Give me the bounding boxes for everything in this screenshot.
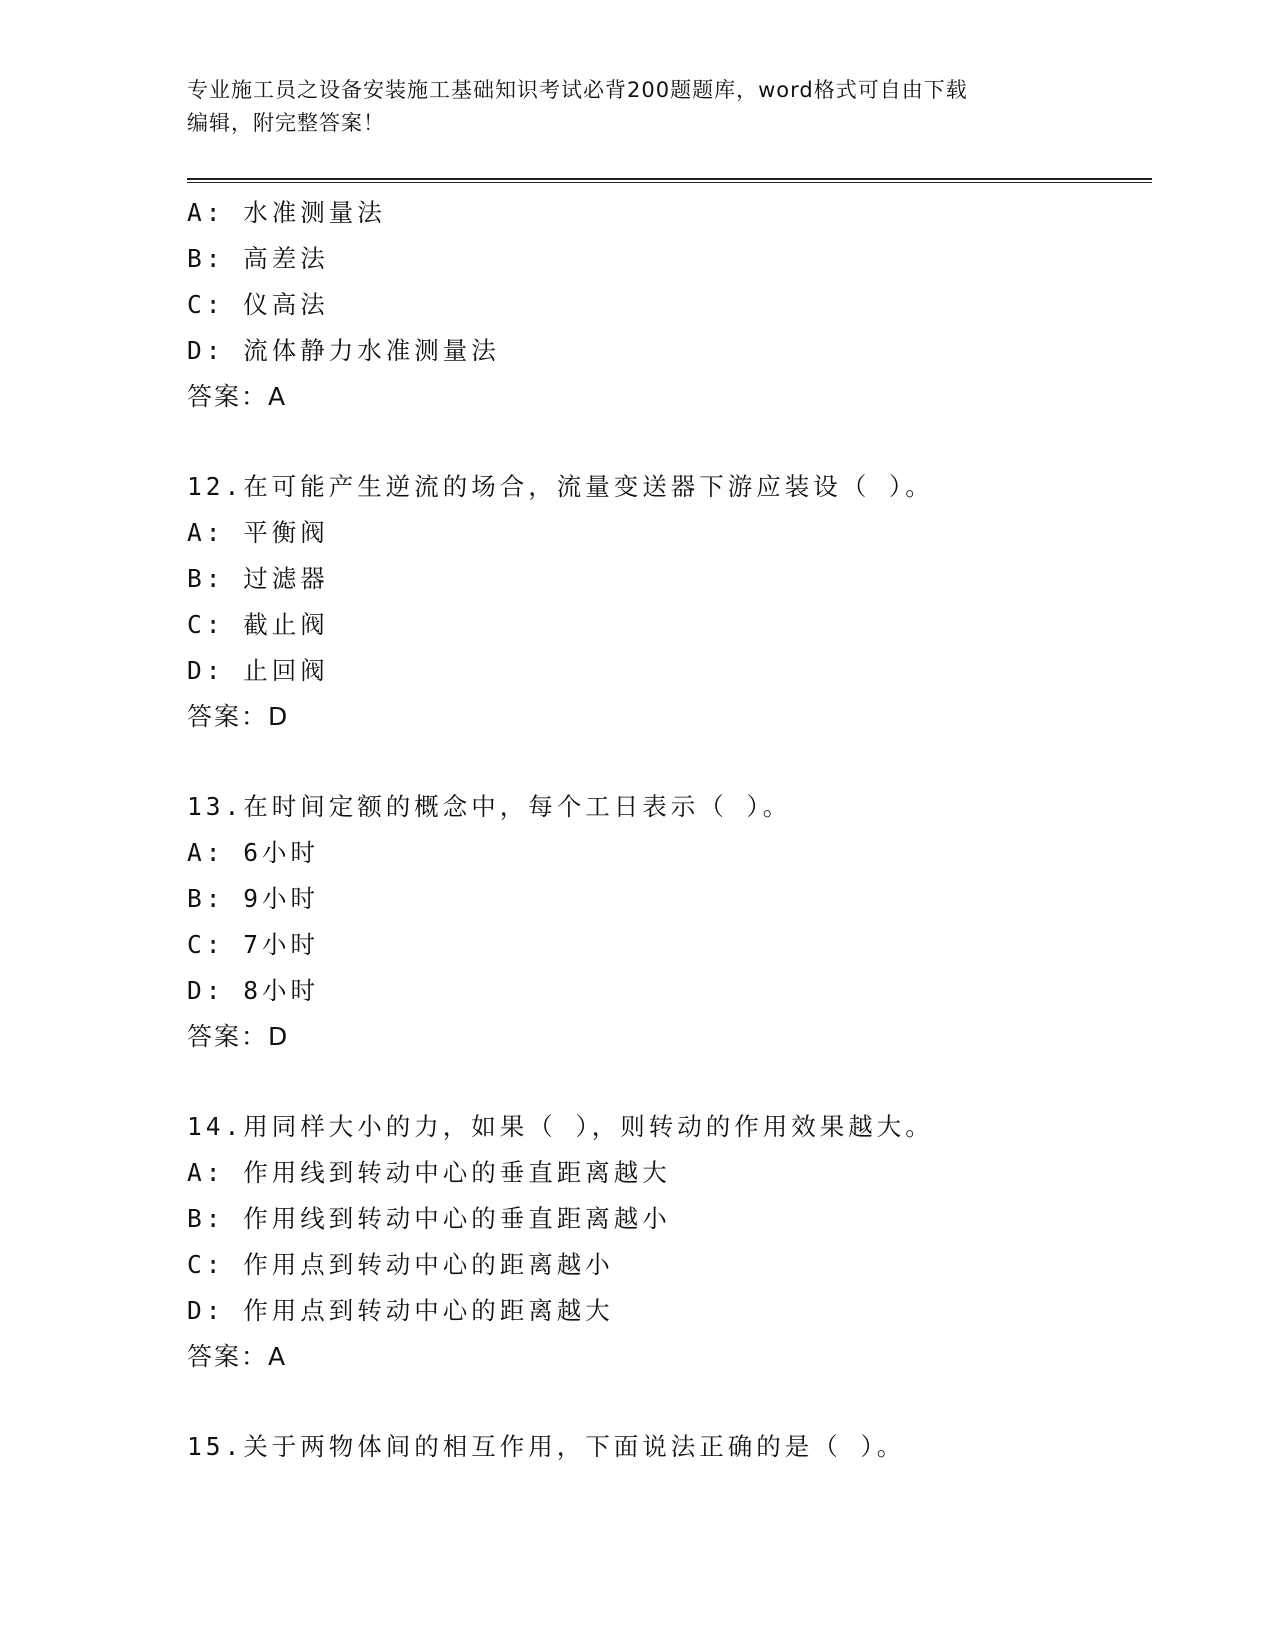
option-b: B: 9小时: [187, 884, 320, 913]
option-c: C: 7小时: [187, 930, 320, 959]
option-b: B: 高差法: [187, 244, 329, 273]
option-d: D: 止回阀: [187, 656, 329, 685]
header-title-line-2: 编辑，附完整答案！: [187, 111, 385, 135]
answer-line: 答案：A: [187, 1342, 288, 1371]
option-c: C: 作用点到转动中心的距离越小: [187, 1250, 614, 1279]
question-stem: 15.关于两物体间的相互作用，下面说法正确的是（ ）。: [187, 1432, 906, 1461]
question-block-11: [187, 190, 1147, 420]
question-stem: 13.在时间定额的概念中，每个工日表示（ ）。: [187, 792, 792, 821]
question-list: [187, 190, 1147, 1470]
option-a: A: 水准测量法: [187, 198, 386, 227]
document-header: [187, 74, 1087, 140]
option-c: C: 仪高法: [187, 290, 329, 319]
header-title-line-1: 专业施工员之设备安装施工基础知识考试必背200题题库，word格式可自由下载: [187, 78, 968, 102]
option-d: D: 8小时: [187, 976, 320, 1005]
answer-line: 答案：D: [187, 1022, 290, 1051]
option-b: B: 作用线到转动中心的垂直距离越小: [187, 1204, 671, 1233]
question-stem: 14.用同样大小的力，如果（ ），则转动的作用效果越大。: [187, 1112, 934, 1141]
question-block-14: [187, 1104, 1147, 1380]
option-c: C: 截止阀: [187, 610, 329, 639]
header-divider-thin: [187, 182, 1152, 183]
option-a: A: 平衡阀: [187, 518, 329, 547]
option-b: B: 过滤器: [187, 564, 329, 593]
question-stem: 12.在可能产生逆流的场合，流量变送器下游应装设（ ）。: [187, 472, 934, 501]
header-divider-thick: [187, 178, 1152, 180]
question-block-15: [187, 1424, 1147, 1470]
option-a: A: 6小时: [187, 838, 320, 867]
question-block-12: [187, 464, 1147, 740]
answer-line: 答案：D: [187, 702, 290, 731]
option-a: A: 作用线到转动中心的垂直距离越大: [187, 1158, 671, 1187]
answer-line: 答案：A: [187, 382, 288, 411]
option-d: D: 作用点到转动中心的距离越大: [187, 1296, 614, 1325]
option-d: D: 流体静力水准测量法: [187, 336, 500, 365]
question-block-13: [187, 784, 1147, 1060]
